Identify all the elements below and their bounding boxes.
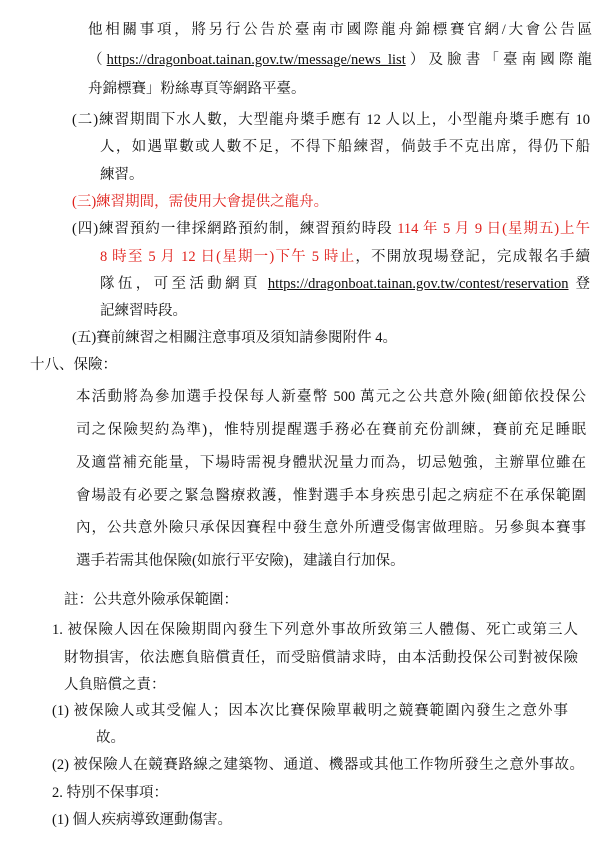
insurance-body-line: 會場設有必要之緊急醫療救護，惟對選手本身疾患引起之病症不在承保範圍	[76, 488, 586, 504]
item-4-line-1	[72, 219, 590, 239]
item-4-line-4: 記練習時段。	[100, 303, 187, 319]
item-4-line-3-text: 隊伍，可至活動網頁	[100, 276, 268, 292]
coverage-item-1-line-2: 財物損害，依法應負賠償責任，而受賠償請求時，由本活動投保公司對被保險	[64, 650, 578, 666]
news-list-link[interactable]: https://dragonboat.tainan.gov.tw/message/news_list	[106, 52, 406, 68]
intro-line-2-rest: ）及臉書「臺南國際龍	[405, 52, 593, 68]
coverage-sub-1-line-2: 故。	[96, 730, 125, 746]
item-4-line-2-text: ，不開放現場登記，完成報名手續	[355, 249, 591, 265]
item-4-line-1-text: (四)練習預約一律採網路預約制，練習預約時段	[72, 221, 398, 237]
insurance-body-line: 選手若需其他保險(如旅行平安險)，建議自行加保。	[76, 553, 405, 569]
exclusion-item: (1) 個人疾病導致運動傷害。	[52, 812, 233, 828]
exclusions-title: 2. 特別不保事項：	[52, 785, 168, 801]
reservation-start-date: 114 年 5 月 9 日(星期五)上午	[397, 221, 591, 237]
intro-line-2	[88, 50, 592, 70]
intro-line-1: 他相關事項，將另行公告於臺南市國際龍舟錦標賽官網/大會公告區	[88, 22, 592, 38]
item-4-line-2	[100, 247, 590, 267]
insurance-body-line: 司之保險契約為準)，惟特別提醒選手務必在賽前充份訓練，賽前充足睡眠	[76, 422, 586, 438]
intro-open-paren: （	[88, 52, 107, 68]
insurance-body-line: 及適當補充能量，下場時需視身體狀況量力而為，切忌勉強，主辦單位雖在	[76, 455, 586, 471]
item-2-line-1: (二)練習期間下水人數，大型龍舟槳手應有 12 人以上，小型龍舟槳手應有 10	[72, 112, 590, 128]
item-2-line-3: 練習。	[100, 167, 144, 183]
section-heading-insurance: 十八、保險：	[30, 357, 117, 373]
item-4-line-3	[100, 274, 590, 294]
coverage-item-1-line-3: 人負賠償之責：	[64, 677, 166, 693]
item-4-line-3-end: 登	[568, 276, 591, 292]
reservation-end-date: 8 時至 5 月 12 日(星期一)下午 5 時止	[100, 249, 356, 265]
intro-line-3: 舟錦標賽」粉絲專頁等網路平臺。	[88, 81, 306, 97]
coverage-sub-1-line-1: (1) 被保險人或其受僱人；因本次比賽保險單載明之競賽範圍內發生之意外事	[52, 703, 568, 719]
coverage-item-1-line-1: 1. 被保險人因在保險期間內發生下列意外事故所致第三人體傷、死亡或第三人	[52, 622, 578, 638]
coverage-note-title: 註：公共意外險承保範圍：	[64, 592, 238, 608]
coverage-sub-2: (2) 被保險人在競賽路線之建築物、通道、機器或其他工作物所發生之意外事故。	[52, 757, 584, 773]
item-3-highlight: (三)練習期間，需使用大會提供之龍舟。	[72, 194, 329, 210]
insurance-body-line: 本活動將為參加選手投保每人新臺幣 500 萬元之公共意外險(細節依投保公	[76, 389, 586, 405]
insurance-body-line: 內，公共意外險只承保因賽程中發生意外所遭受傷害做理賠。另參與本賽事	[76, 520, 586, 536]
reservation-link[interactable]: https://dragonboat.tainan.gov.tw/contest/reservation	[267, 276, 569, 292]
item-5: (五)賽前練習之相關注意事項及須知請參閱附件 4。	[72, 330, 398, 346]
item-2-line-2: 人，如遇單數或人數不足，不得下船練習，倘鼓手不克出席，得仍下船	[100, 139, 590, 155]
